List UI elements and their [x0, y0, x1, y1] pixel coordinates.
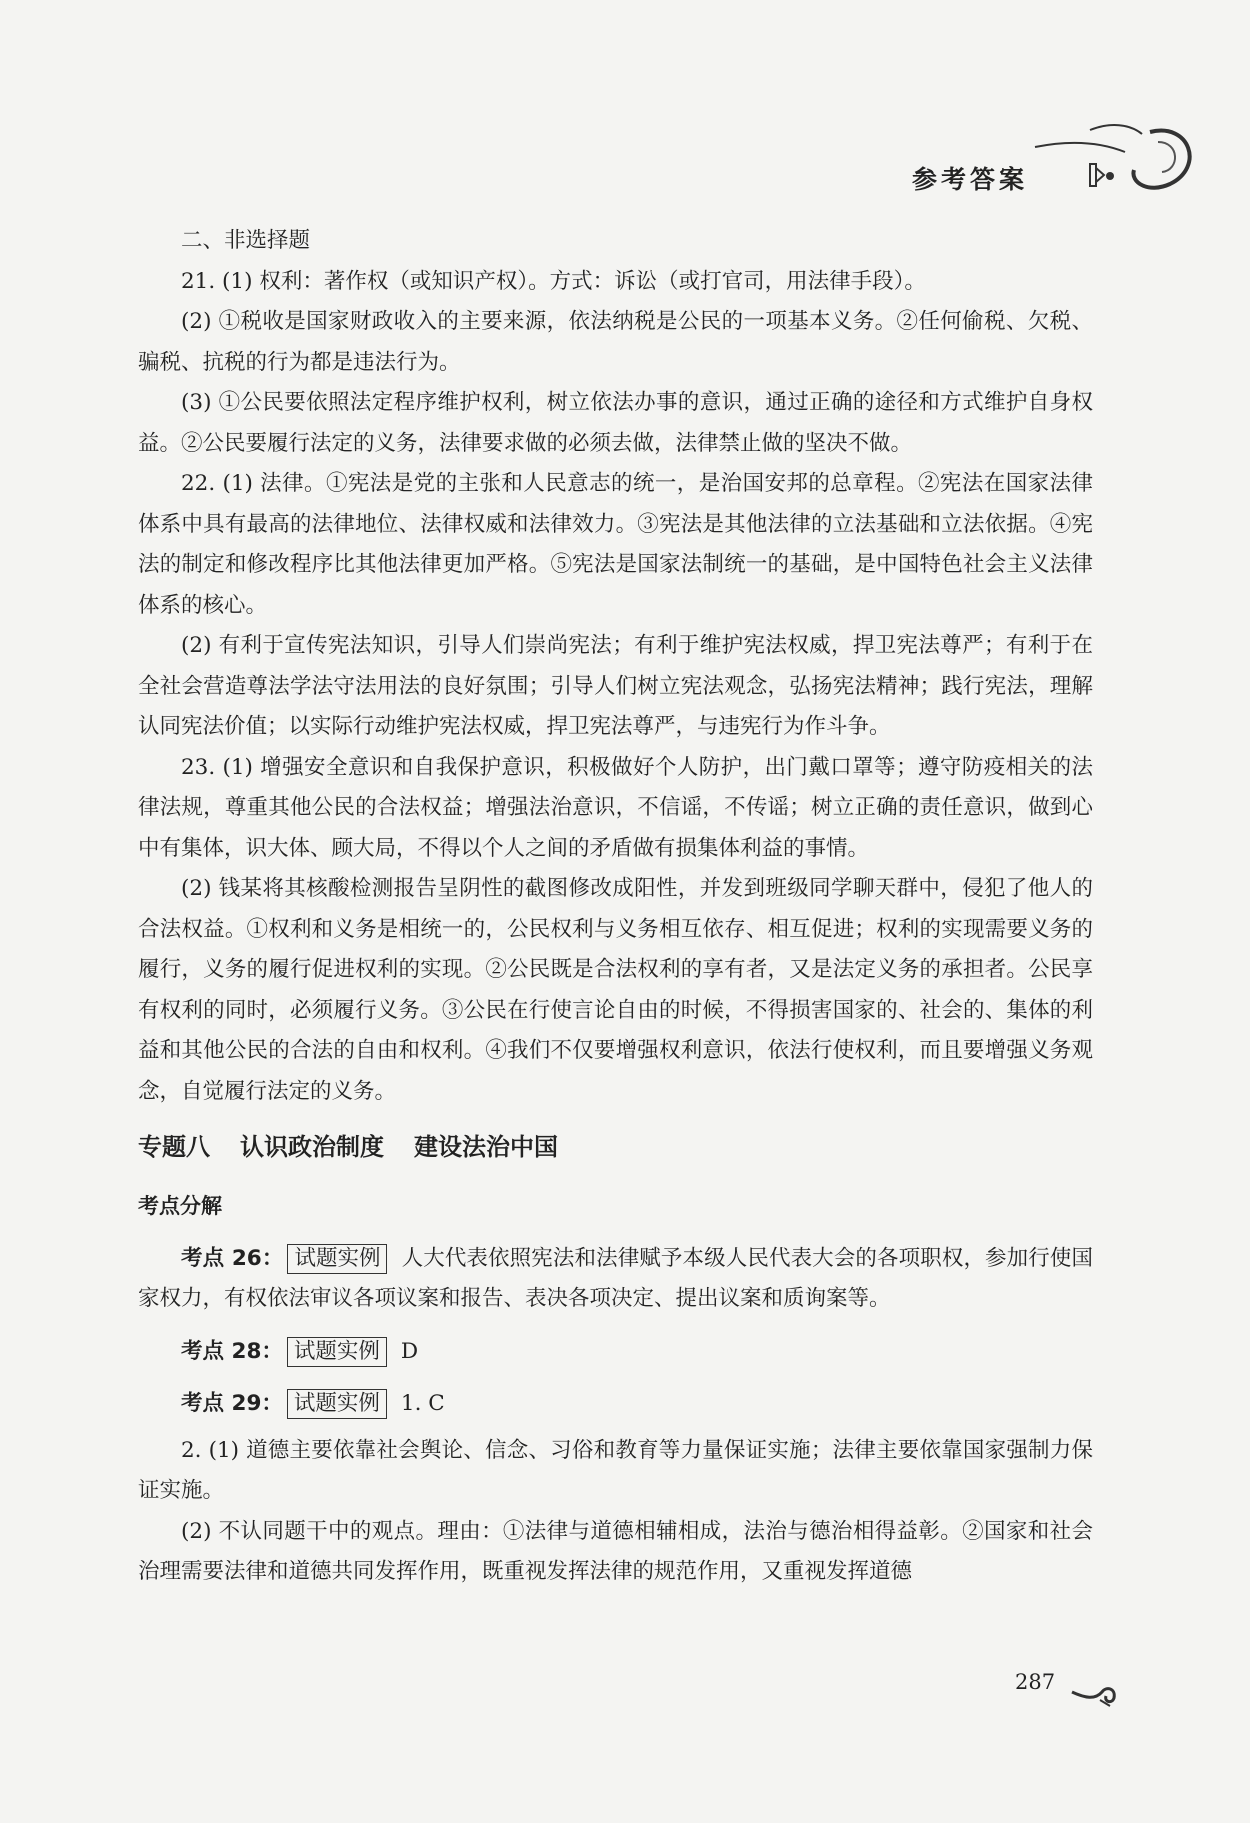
page-number: 287 — [1015, 1670, 1056, 1694]
section-title-part3: 建设法治中国 — [414, 1133, 558, 1161]
kaodian-entry — [138, 1239, 1093, 1320]
kaodian-entry — [138, 1384, 1093, 1425]
answer-paragraph: (2) 不认同题干中的观点。理由：①法律与道德相辅相成，法治与德治相得益彰。②国家和社会治理需要法律和道德共同发挥作用，既重视发挥法律的规范作用，又重视发挥道德 — [138, 1518, 1093, 1584]
answer-paragraph: 23. (1) 增强安全意识和自我保护意识，积极做好个人防护，出门戴口罩等；遵守防疫相关的法律法规，尊重其他公民的合法权益；增强法治意识，不信谣，不传谣；树立正确的责任意识，做到心中有集体，识大体、顾大局，不得以个人之间的矛盾做有损集体利益的事情。 — [138, 754, 1093, 861]
section-title-part1: 专题八 — [138, 1133, 210, 1161]
kaodian-text: D — [400, 1338, 419, 1364]
answer-paragraph: 2. (1) 道德主要依靠社会舆论、信念、习俗和教育等力量保证实施；法律主要依靠国家强制力保证实施。 — [138, 1437, 1093, 1503]
kaodian-text: 人大代表依照宪法和法律赋予本级人民代表大会的各项职权，参加行使国家权力，有权依法审议各项议案和报告、表决各项决定、提出议案和质询案等。 — [138, 1245, 1094, 1311]
answer-paragraph: (2) ①税收是国家财政收入的主要来源，依法纳税是公民的一项基本义务。②任何偷税、欠税、骗税、抗税的行为都是违法行为。 — [138, 309, 1093, 375]
example-box: 试题实例 — [287, 1244, 387, 1274]
kaodian-label: 考点 26： — [181, 1245, 284, 1271]
kaodian-entry — [138, 1332, 1093, 1373]
kaodian-text: 1. C — [400, 1391, 445, 1416]
kaodian-label: 考点 29： — [181, 1391, 283, 1416]
answer-paragraph: (2) 钱某将其核酸检测报告呈阴性的截图修改成阳性，并发到班级同学聊天群中，侵犯了他人的合法权益。①权利和义务是相统一的，公民权利与义务相互依存、相互促进；权利的实现需要义务的履行，义务的履行促进权利的实现。②公民既是合法权利的享有者，又是法定义务的承担者。公民享有权利的同时，必须履行义务。③公民在行使言论自由的时候，不得损害国家的、社会的、集体的利益和其他公民的合法的自由和权利。④我们不仅要增强权利意识，依法行使权利，而且要增强义务观念，自觉履行法定的义务。 — [138, 876, 1093, 1104]
part-heading: 二、非选择题 — [181, 228, 311, 253]
answer-paragraph: (3) ①公民要依照法定程序维护权利，树立依法办事的意识，通过正确的途径和方式维护自身权益。②公民要履行法定的义务，法律要求做的必须去做，法律禁止做的坚决不做。 — [138, 390, 1093, 456]
example-box: 试题实例 — [287, 1337, 387, 1367]
example-box: 试题实例 — [287, 1389, 387, 1419]
header-title: 参考答案 — [912, 165, 1029, 194]
answer-paragraph: (2) 有利于宣传宪法知识，引导人们崇尚宪法；有利于维护宪法权威，捍卫宪法尊严；有利于在全社会营造尊法学法守法用法的良好氛围；引导人们树立宪法观念，弘扬宪法精神；践行宪法，理解认同宪法价值；以实际行动维护宪法权威，捍卫宪法尊严，与违宪行为作斗争。 — [138, 633, 1093, 739]
answer-paragraph: 21. (1) 权利：著作权（或知识产权）。方式：诉讼（或打官司，用法律手段）。 — [181, 268, 926, 294]
answer-content — [138, 221, 1093, 1593]
section-title — [138, 1122, 1093, 1172]
answer-paragraph: 22. (1) 法律。①宪法是党的主张和人民意志的统一，是治国安邦的总章程。②宪法在国家法律体系中具有最高的法律地位、法律权威和法律效力。③宪法是其他法律的立法基础和立法依据。④宪法的制定和修改程序比其他法律更加严格。⑤宪法是国家法制统一的基础，是中国特色社会主义法律体系的核心。 — [138, 471, 1093, 618]
section-subheading: 考点分解 — [138, 1194, 222, 1218]
section-title-part2: 认识政治制度 — [240, 1133, 384, 1161]
dragon-ornament-icon — [1030, 112, 1200, 202]
kaodian-label: 考点 28： — [181, 1338, 283, 1364]
dragon-tail-icon — [1070, 1678, 1120, 1708]
